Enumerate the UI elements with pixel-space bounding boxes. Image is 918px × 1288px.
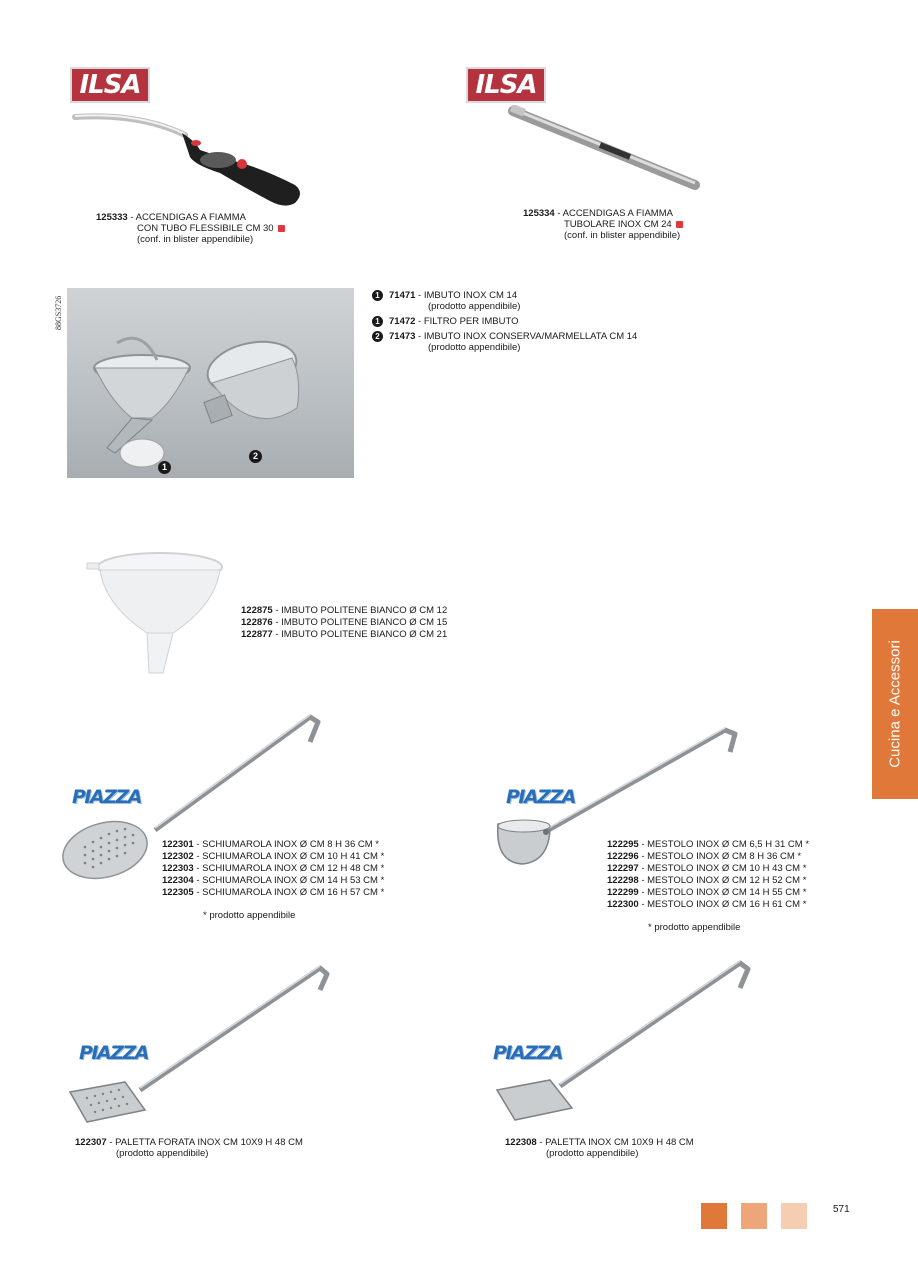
product-description: - FILTRO PER IMBUTO <box>415 316 519 327</box>
list-item <box>372 316 637 327</box>
product-code: 122307 <box>75 1137 107 1148</box>
product-122308 <box>505 1137 694 1159</box>
tubular-lighter-image <box>505 105 705 195</box>
product-description: - MESTOLO INOX Ø CM 8 H 36 CM * <box>638 851 802 862</box>
footnote: * prodotto appendibile <box>203 910 296 921</box>
funnel-photo <box>67 288 354 478</box>
product-code: 71471 <box>389 290 416 301</box>
product-code: 122308 <box>505 1137 537 1148</box>
photo-bullet: 2 <box>249 450 262 463</box>
photo-bullet: 1 <box>158 461 171 474</box>
funnel-drawing <box>67 288 354 478</box>
product-code: 122299 <box>607 887 639 898</box>
list-item <box>372 290 637 312</box>
product-note: (prodotto appendibile) <box>116 1148 209 1159</box>
product-description: - SCHIUMAROLA INOX Ø CM 16 H 57 CM * <box>193 887 385 898</box>
product-note: (conf. in blister appendibile) <box>137 234 254 245</box>
list-item <box>241 629 447 641</box>
product-note: (conf. in blister appendibile) <box>564 230 681 241</box>
product-description: - SCHIUMAROLA INOX Ø CM 10 H 41 CM * <box>193 851 385 862</box>
product-code: 125334 <box>523 208 555 219</box>
product-description: - IMBUTO INOX CM 14 <box>415 290 518 301</box>
list-item <box>607 899 809 911</box>
section-tab <box>872 609 918 799</box>
color-square <box>701 1203 727 1229</box>
list-item <box>162 839 384 851</box>
product-description: - PALETTA FORATA INOX CM 10X9 H 48 CM <box>106 1137 303 1148</box>
product-code: 125333 <box>96 212 128 223</box>
section-tab-label: Cucina e Accessori <box>886 640 904 768</box>
product-description: - SCHIUMAROLA INOX Ø CM 12 H 48 CM * <box>193 863 385 874</box>
product-description: - MESTOLO INOX Ø CM 14 H 55 CM * <box>638 887 807 898</box>
product-description: - IMBUTO INOX CONSERVA/MARMELLATA CM 14 <box>415 331 638 342</box>
product-125333 <box>96 212 285 245</box>
product-note: (prodotto appendibile) <box>428 301 521 312</box>
product-description: - MESTOLO INOX Ø CM 12 H 52 CM * <box>638 875 807 886</box>
product-description: - ACCENDIGAS A FIAMMA <box>554 208 673 219</box>
list-item <box>162 863 384 875</box>
piazza-logo: PIAZZA <box>506 786 575 808</box>
list-item <box>607 839 809 851</box>
piazza-logo: PIAZZA <box>79 1042 148 1064</box>
funnel-list <box>372 290 637 353</box>
perforated-spatula-image <box>65 960 335 1130</box>
ilsa-logo-text: ILSA <box>79 70 141 100</box>
piazza-logo: PIAZZA <box>493 1042 562 1064</box>
product-code: 122296 <box>607 851 639 862</box>
spatula-image <box>490 958 760 1128</box>
product-description: - SCHIUMAROLA INOX Ø CM 8 H 36 CM * <box>193 839 379 850</box>
product-note: (prodotto appendibile) <box>546 1148 639 1159</box>
list-item <box>162 875 384 887</box>
product-code: 122876 <box>241 617 273 628</box>
list-item <box>162 851 384 863</box>
list-item <box>607 887 809 899</box>
product-code: 71473 <box>389 331 416 342</box>
color-square <box>741 1203 767 1229</box>
photo-code: 88GS3726 <box>54 295 63 330</box>
product-description: - SCHIUMAROLA INOX Ø CM 14 H 53 CM * <box>193 875 385 886</box>
red-square-icon <box>278 225 285 232</box>
product-code: 122302 <box>162 851 194 862</box>
red-square-icon <box>676 221 683 228</box>
list-item <box>607 851 809 863</box>
product-code: 122303 <box>162 863 194 874</box>
product-code: 122297 <box>607 863 639 874</box>
list-item <box>241 617 447 629</box>
product-description: - IMBUTO POLITENE BIANCO Ø CM 15 <box>272 617 448 628</box>
list-item <box>607 875 809 887</box>
product-description: - MESTOLO INOX Ø CM 10 H 43 CM * <box>638 863 807 874</box>
product-description: - ACCENDIGAS A FIAMMA <box>127 212 246 223</box>
flexible-lighter-image <box>70 105 310 210</box>
product-description: - MESTOLO INOX Ø CM 16 H 61 CM * <box>638 899 807 910</box>
ilsa-logo-text: ILSA <box>475 70 537 100</box>
footnote: * prodotto appendibile <box>648 922 741 933</box>
list-item <box>162 887 384 899</box>
product-description: - PALETTA INOX CM 10X9 H 48 CM <box>536 1137 694 1148</box>
product-note: (prodotto appendibile) <box>428 342 521 353</box>
number-bullet: 1 <box>372 316 383 327</box>
product-code: 122875 <box>241 605 273 616</box>
product-125334 <box>523 208 683 241</box>
plastic-funnel-image <box>85 545 235 680</box>
page-number: 571 <box>833 1204 850 1215</box>
list-item <box>241 605 447 617</box>
number-bullet: 1 <box>372 290 383 301</box>
product-description: TUBOLARE INOX CM 24 <box>564 219 672 230</box>
product-description: - MESTOLO INOX Ø CM 6,5 H 31 CM * <box>638 839 810 850</box>
number-bullet: 2 <box>372 331 383 342</box>
ladle-list <box>607 839 809 911</box>
product-description: - IMBUTO POLITENE BIANCO Ø CM 21 <box>272 629 448 640</box>
product-code: 122298 <box>607 875 639 886</box>
piazza-logo: PIAZZA <box>72 786 141 808</box>
product-code: 122304 <box>162 875 194 886</box>
list-item <box>607 863 809 875</box>
ilsa-logo <box>70 67 150 103</box>
product-122307 <box>75 1137 303 1159</box>
product-description: - IMBUTO POLITENE BIANCO Ø CM 12 <box>272 605 448 616</box>
product-description: CON TUBO FLESSIBILE CM 30 <box>137 223 274 234</box>
ilsa-logo <box>466 67 546 103</box>
product-code: 122305 <box>162 887 194 898</box>
product-code: 122295 <box>607 839 639 850</box>
list-item <box>372 331 637 353</box>
color-square <box>781 1203 807 1229</box>
product-code: 71472 <box>389 316 416 327</box>
product-code: 122877 <box>241 629 273 640</box>
product-code: 122301 <box>162 839 194 850</box>
plastic-funnel-list <box>241 605 447 641</box>
skimmer-list <box>162 839 384 899</box>
product-code: 122300 <box>607 899 639 910</box>
